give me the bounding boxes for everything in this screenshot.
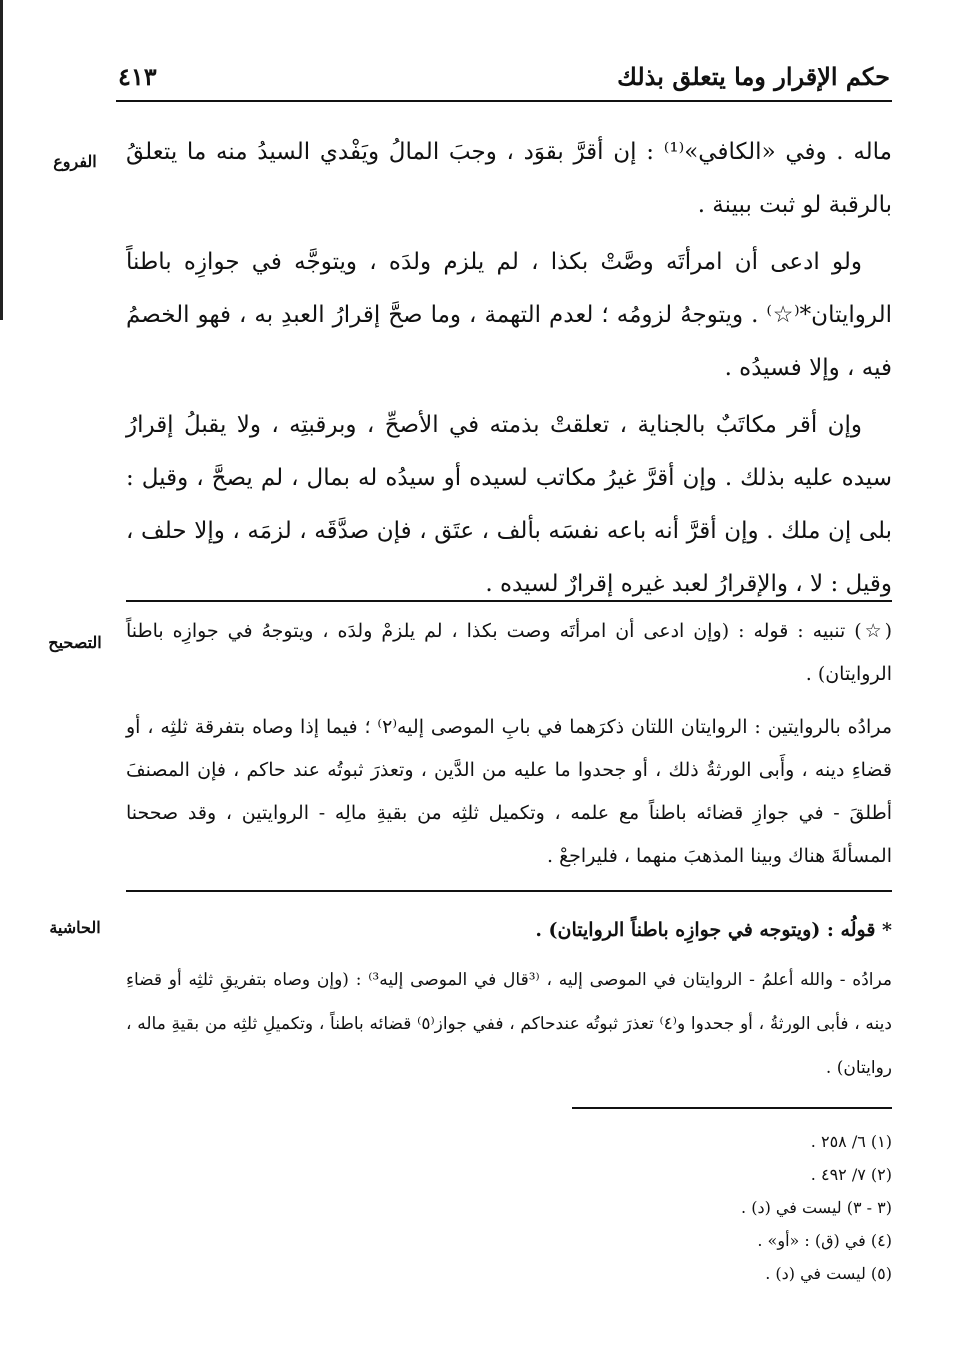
- tashih-paragraph-2: مرادُه بالروايتين : الروايتان اللتان ذكرَهما في بابِ الموصى إليه⁽٢⁾ ؛ فيما إذا وصاه بتفرقة ثلثِه ، أو قضاءِ دينه ، وأَبى الورثةُ ذلك ، أو جحدوا ما عليه من الدَّين ، وتعذرَ ثبوتُه عند حاكم ، فإن المصنفَ أطلقَ - في جوازِ قضائه باطناً مع علمه ، وتكميل ثلثِه من بقيةِ مالِه - الروايتين ، وقد صححنا المسألةَ هناك وبينا المذهبَ منهما ، فليراجعْ .: [126, 716, 892, 867]
- footnotes: [741, 1125, 892, 1290]
- scan-edge: [0, 0, 3, 320]
- footnote-item: (٥) ليست في (د) .: [765, 1264, 892, 1283]
- footnote-rule: [572, 1107, 892, 1109]
- tashih-paragraph-1: (☆) تنبيه : قوله : (وإن ادعى أن امرأتَه وصت بكذا ، لم يلزمْ ولدَه ، ويتوجهُ في جوازِه باطناً الروايتان) .: [126, 620, 892, 685]
- label-furu: الفروع: [53, 152, 97, 171]
- furu-paragraph-1: ماله . وفي «الكافي»⁽¹⁾ : إن أقرَّ بقوَد ، وجبَ المالُ ويَفْدي السيدُ منه ما يتعلقُ بالرقبة لو ثبت ببينة .: [126, 139, 892, 218]
- page-number: ٤١٣: [118, 62, 157, 91]
- hashiya-section: [126, 908, 892, 1090]
- label-tashih: التصحيح: [48, 633, 102, 652]
- header-rule: [116, 100, 892, 102]
- section-divider-2: [126, 890, 892, 892]
- tashih-section: [126, 610, 892, 878]
- hashiya-lead: * قولُه : (ويتوجه في جوازِه باطناً الروايتان) .: [535, 919, 892, 941]
- furu-paragraph-3: وإن أقر مكاتَبٌ بالجناية ، تعلقتْ بذمته في الأصحِّ ، وبرقبتِه ، ولا يقبلُ إقرارُ سيده عليه بذلك . وإن أقرَّ غيرُ مكاتب لسيده أو سيدُه له بمال ، لم يصحَّ ، وقيل : بلى إن ملك . وإن أقرَّ أنه باعه نفسَه بألف ، عتَق ، فإن صدَّقَه ، لزمَه ، وإلا حلف ، وقيل : لا ، والإقرارُ لعبد غيره إقرارٌ لسيده .: [126, 412, 892, 597]
- furu-paragraph-2: ولو ادعى أن امرأتَه وصَّتْ بكذا ، لم يلزم ولدَه ، ويتوجَّه في جوازِه باطناً الروايتان*⁽☆⁾ . ويتوجهُ لزومُه ؛ لعدم التهمة ، وما صحَّ إقرارُ العبدِ به ، فهو الخصمُ فيه ، وإلا فسيدُه .: [126, 249, 892, 381]
- footnote-item: (١) ٦/ ٢٥٨ .: [810, 1132, 892, 1151]
- label-hashiya: الحاشية: [49, 918, 101, 937]
- footnote-item: (٤) في (ق) : «أو» .: [757, 1231, 892, 1250]
- section-divider-1: [126, 600, 892, 602]
- running-header-title: حكم الإقرار وما يتعلق بذلك: [617, 62, 890, 91]
- footnote-item: (٣ - ٣) ليست في (د) .: [741, 1198, 892, 1217]
- footnote-item: (٢) ٧/ ٤٩٢ .: [810, 1165, 892, 1184]
- furu-section: [126, 126, 892, 615]
- hashiya-body: مرادُه - والله أعلمُ - الروايتان في الموصى إليه ، ⁽³قال في الموصى إليه³⁾ : (وإن وصاه بتفريقِ ثلثِه أو قضاءِ دينه ، فأبى الورثةُ ، أو جحدوا و⁽٤⁾ تعذرَ ثبوتُه عندحاكم ، ففي جواز⁽٥⁾ قضائه باطناً ، وتكميلِ ثلثِه من بقيةِ ماله ، روايتان) .: [126, 970, 892, 1078]
